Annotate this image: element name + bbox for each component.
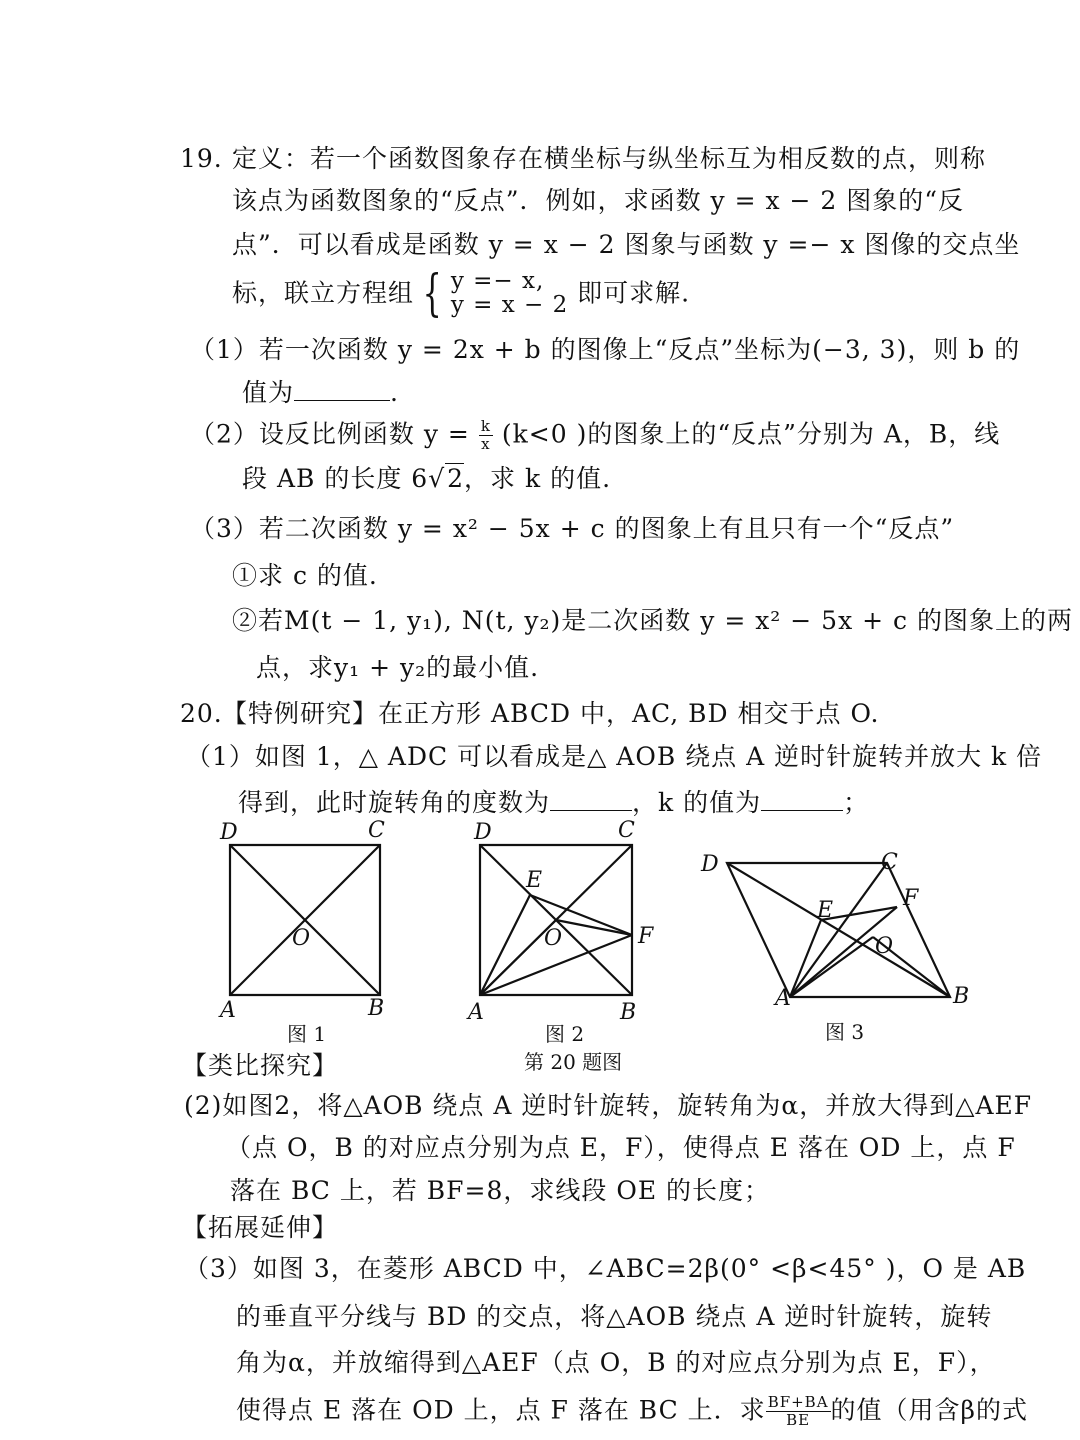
label-e: E xyxy=(526,868,543,893)
fraction-bfba-over-be xyxy=(766,1394,831,1430)
fraction-numerator: k xyxy=(480,417,491,435)
q20-part2-line-3: 落在 BC 上，若 BF=8，求线段 OE 的长度； xyxy=(230,1176,771,1205)
q19-part2-prefix: （2）设反比例函数 y = xyxy=(190,419,470,449)
q19-definition-line-3: 点”．可以看成是函数 y = x − 2 图象与函数 y =− x 图像的交点坐 xyxy=(232,230,1021,259)
label-o: O xyxy=(544,926,563,951)
k-value-prompt: ，k 的值为 xyxy=(632,788,762,817)
label-e: E xyxy=(817,898,834,923)
label-c: C xyxy=(618,818,635,843)
q19-part2-length: 段 AB 的长度 6 xyxy=(242,464,429,493)
sqrt-symbol: √ xyxy=(428,464,446,493)
label-a: A xyxy=(775,986,791,1011)
label-b: B xyxy=(953,984,970,1009)
q19-part1-line-1: （1）若一次函数 y = 2x + b 的图像上“反点”坐标为(−3, 3)，则 b 的 xyxy=(190,335,1021,364)
q19-part1-prompt: 值为 xyxy=(242,378,295,407)
q20-part2-line-1: (2)如图2，将△AOB 绕点 A 逆时针旋转，旋转角为α，并放大得到△AEF xyxy=(184,1091,1033,1120)
q20-part3-line-2: 的垂直平分线与 BD 的交点，将△AOB 绕点 A 逆时针旋转，旋转 xyxy=(236,1302,993,1331)
figure-2-caption: 图 2 xyxy=(545,1022,585,1046)
q20-part2-line-2: （点 O，B 的对应点分别为点 E，F），使得点 E 落在 OD 上，点 F xyxy=(226,1133,1016,1162)
q19-part3-item-2-line-2: 点，求y₁ + y₂的最小值. xyxy=(256,653,540,682)
q20-part3-suffix: 的值（用含β的式 xyxy=(830,1395,1029,1425)
label-o: O xyxy=(875,934,894,959)
label-f: F xyxy=(903,886,919,911)
analogy-section-title: 【类比探究】 xyxy=(182,1051,339,1080)
q19-part2-line-1 xyxy=(190,418,1000,454)
q19-part3-item-1: ①求 c 的值. xyxy=(232,561,378,590)
system-equation-1: y =− x, xyxy=(450,267,545,294)
q19-system-suffix: 即可求解. xyxy=(577,278,691,308)
diagonal-ac xyxy=(790,863,887,997)
q19-number: 19. xyxy=(180,144,223,173)
label-a: A xyxy=(220,998,236,1023)
q19-part2-suffix: (k<0 )的图象上的“反点”分别为 A，B，线 xyxy=(492,419,1001,449)
system-equation-2: y = x − 2 xyxy=(450,292,569,318)
q20-intro: 【特例研究】在正方形 ABCD 中，AC, BD 相交于点 O. xyxy=(222,699,880,728)
label-d: D xyxy=(701,852,719,877)
q19-system-prefix: 标，联立方程组 xyxy=(232,278,415,308)
label-c: C xyxy=(368,818,385,843)
q20-part3-prompt: 使得点 E 落在 OD 上，点 F 落在 BC 上．求 xyxy=(236,1395,766,1425)
q19-definition-line-2: 该点为函数图象的“反点”．例如，求函数 y = x − 2 图象的“反 xyxy=(232,186,965,215)
q20-part1-line-1: （1）如图 1，△ ADC 可以看成是△ AOB 绕点 A 逆时针旋转并放大 k 倍 xyxy=(186,742,1043,771)
label-b: B xyxy=(368,996,385,1021)
figure-2-square xyxy=(462,815,672,1025)
q20-number: 20. xyxy=(180,699,223,728)
q20-part3-line-4 xyxy=(236,1394,1028,1430)
q19-part1-line-2 xyxy=(242,378,399,405)
brace-symbol: { xyxy=(422,264,443,322)
q19-part2-question: ，求 k 的值. xyxy=(464,464,612,493)
figures-caption: 第 20 题图 xyxy=(524,1050,623,1074)
q19-part3-line-1: （3）若二次函数 y = x² − 5x + c 的图象上有且只有一个“反点” xyxy=(190,514,955,543)
fraction-denominator: BE xyxy=(786,1411,811,1430)
q20-part3-line-1: （3）如图 3，在菱形 ABCD 中，∠ABC=2β(0° <β<45° )，O 是 AB xyxy=(184,1254,1027,1283)
sqrt-radicand: 2 xyxy=(447,464,465,493)
rotation-angle-prompt: 得到，此时旋转角的度数为 xyxy=(238,788,551,817)
q19-part2-line-2 xyxy=(242,466,611,491)
extension-section-title: 【拓展延伸】 xyxy=(182,1213,339,1242)
label-f: F xyxy=(638,924,654,949)
label-o: O xyxy=(292,926,311,951)
fraction-numerator: BF+BA xyxy=(767,1393,829,1411)
fraction-k-over-x xyxy=(479,418,493,454)
label-b: B xyxy=(620,1000,637,1025)
figure-1-caption: 图 1 xyxy=(287,1022,327,1046)
label-a: A xyxy=(468,1000,484,1025)
q19-equation-system xyxy=(414,264,569,322)
label-d: D xyxy=(474,820,492,845)
fraction-denominator: x xyxy=(481,435,491,454)
q20-part1-line-2 xyxy=(238,788,869,815)
label-d: D xyxy=(220,820,238,845)
figure-1-square xyxy=(212,815,412,1025)
figure-3-rhombus xyxy=(695,845,985,1015)
answer-blank[interactable] xyxy=(294,378,390,401)
figure-3-caption: 图 3 xyxy=(825,1020,865,1044)
rotation-angle-blank[interactable] xyxy=(550,788,632,811)
q19-part3-item-2-line-1: ②若M(t − 1, y₁), N(t, y₂)是二次函数 y = x² − 5x + c 的图象上的两 xyxy=(232,606,1073,635)
period: . xyxy=(390,378,399,407)
q20-part3-line-3: 角为α，并放缩得到△AEF（点 O，B 的对应点分别为点 E，F）， xyxy=(236,1348,996,1377)
segment-ae xyxy=(480,895,530,995)
semicolon: ； xyxy=(843,788,870,817)
k-value-blank[interactable] xyxy=(761,788,843,811)
label-c: C xyxy=(881,850,898,875)
q19-definition-line-4 xyxy=(232,264,691,322)
q19-definition-line-1: 定义：若一个函数图象存在横坐标与纵坐标互为相反数的点，则称 xyxy=(232,144,987,173)
